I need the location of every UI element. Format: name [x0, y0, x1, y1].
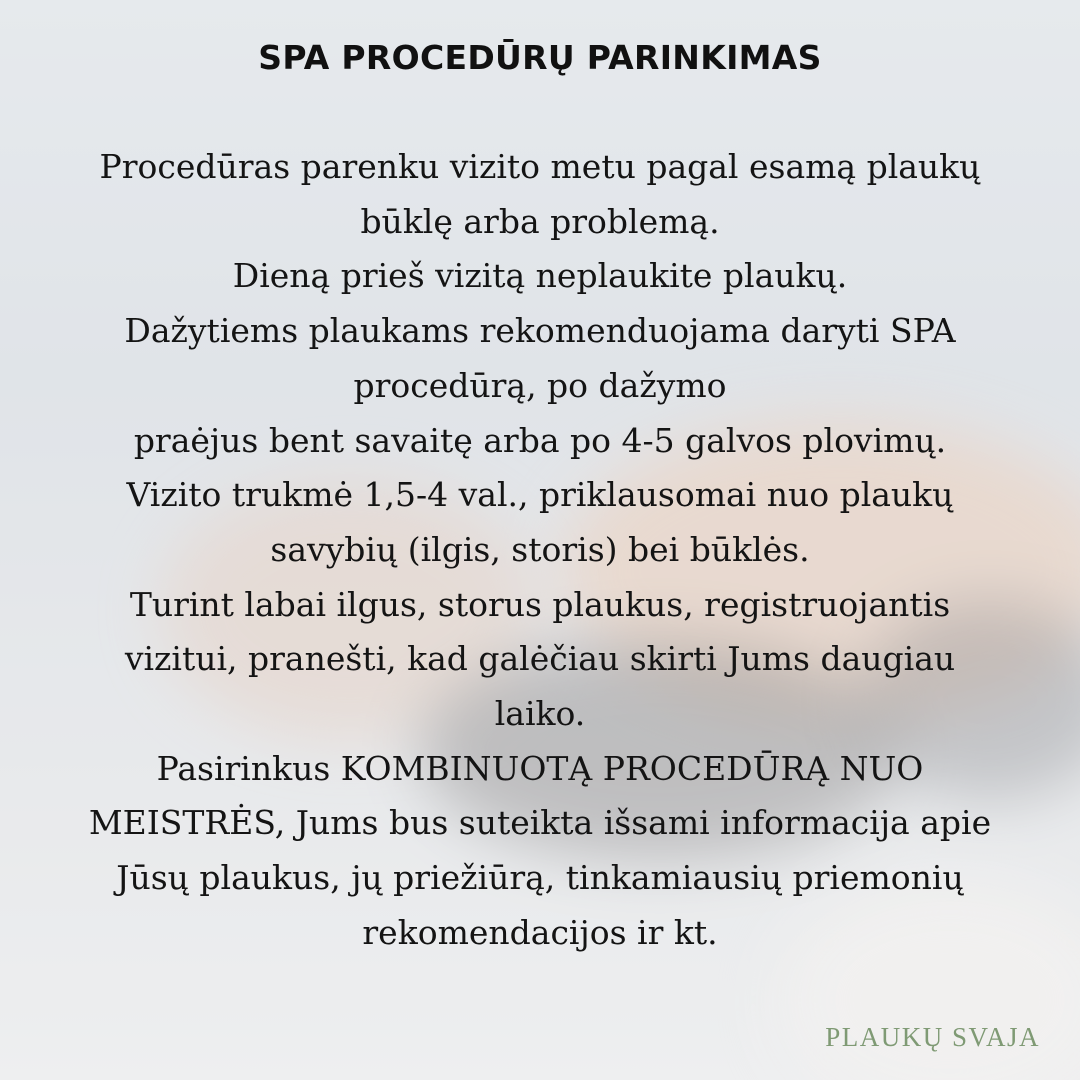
text-line: Pasirinkus KOMBINUOTĄ PROCEDŪRĄ NUO [156, 748, 924, 788]
text-line: būklę arba problemą. [360, 201, 720, 241]
text-line: procedūrą, po dažymo [353, 365, 727, 405]
text-line: Jūsų plaukus, jų priežiūrą, tinkamiausių priemonių [116, 858, 964, 898]
text-line: laiko. [494, 694, 586, 734]
text-line: Turint labai ilgus, storus plaukus, registruojantis [129, 584, 951, 624]
brand-name: PLAUKŲ SVAJA [825, 1022, 1040, 1052]
page-title: SPA PROCEDŪRŲ PARINKIMAS [258, 38, 822, 77]
text-line: Vizito trukmė 1,5-4 val., priklausomai nuo plaukų [126, 475, 954, 515]
text-line: savybių (ilgis, storis) bei būklės. [270, 529, 810, 569]
body-text [20, 140, 1060, 961]
text-line: praėjus bent savaitę arba po 4-5 galvos plovimų. [133, 420, 947, 460]
text-line: Procedūras parenku vizito metu pagal esamą plaukų [99, 147, 981, 186]
text-line: Dažytiems plaukams rekomenduojama daryti SPA [124, 311, 956, 351]
text-line: rekomendacijos ir kt. [362, 912, 718, 952]
text-line: MEISTRĖS, Jums bus suteikta išsami informacija apie [88, 803, 992, 843]
text-line: Dieną prieš vizitą neplaukite plaukų. [232, 256, 848, 296]
text-line: vizitui, pranešti, kad galėčiau skirti Jums daugiau [124, 639, 956, 679]
